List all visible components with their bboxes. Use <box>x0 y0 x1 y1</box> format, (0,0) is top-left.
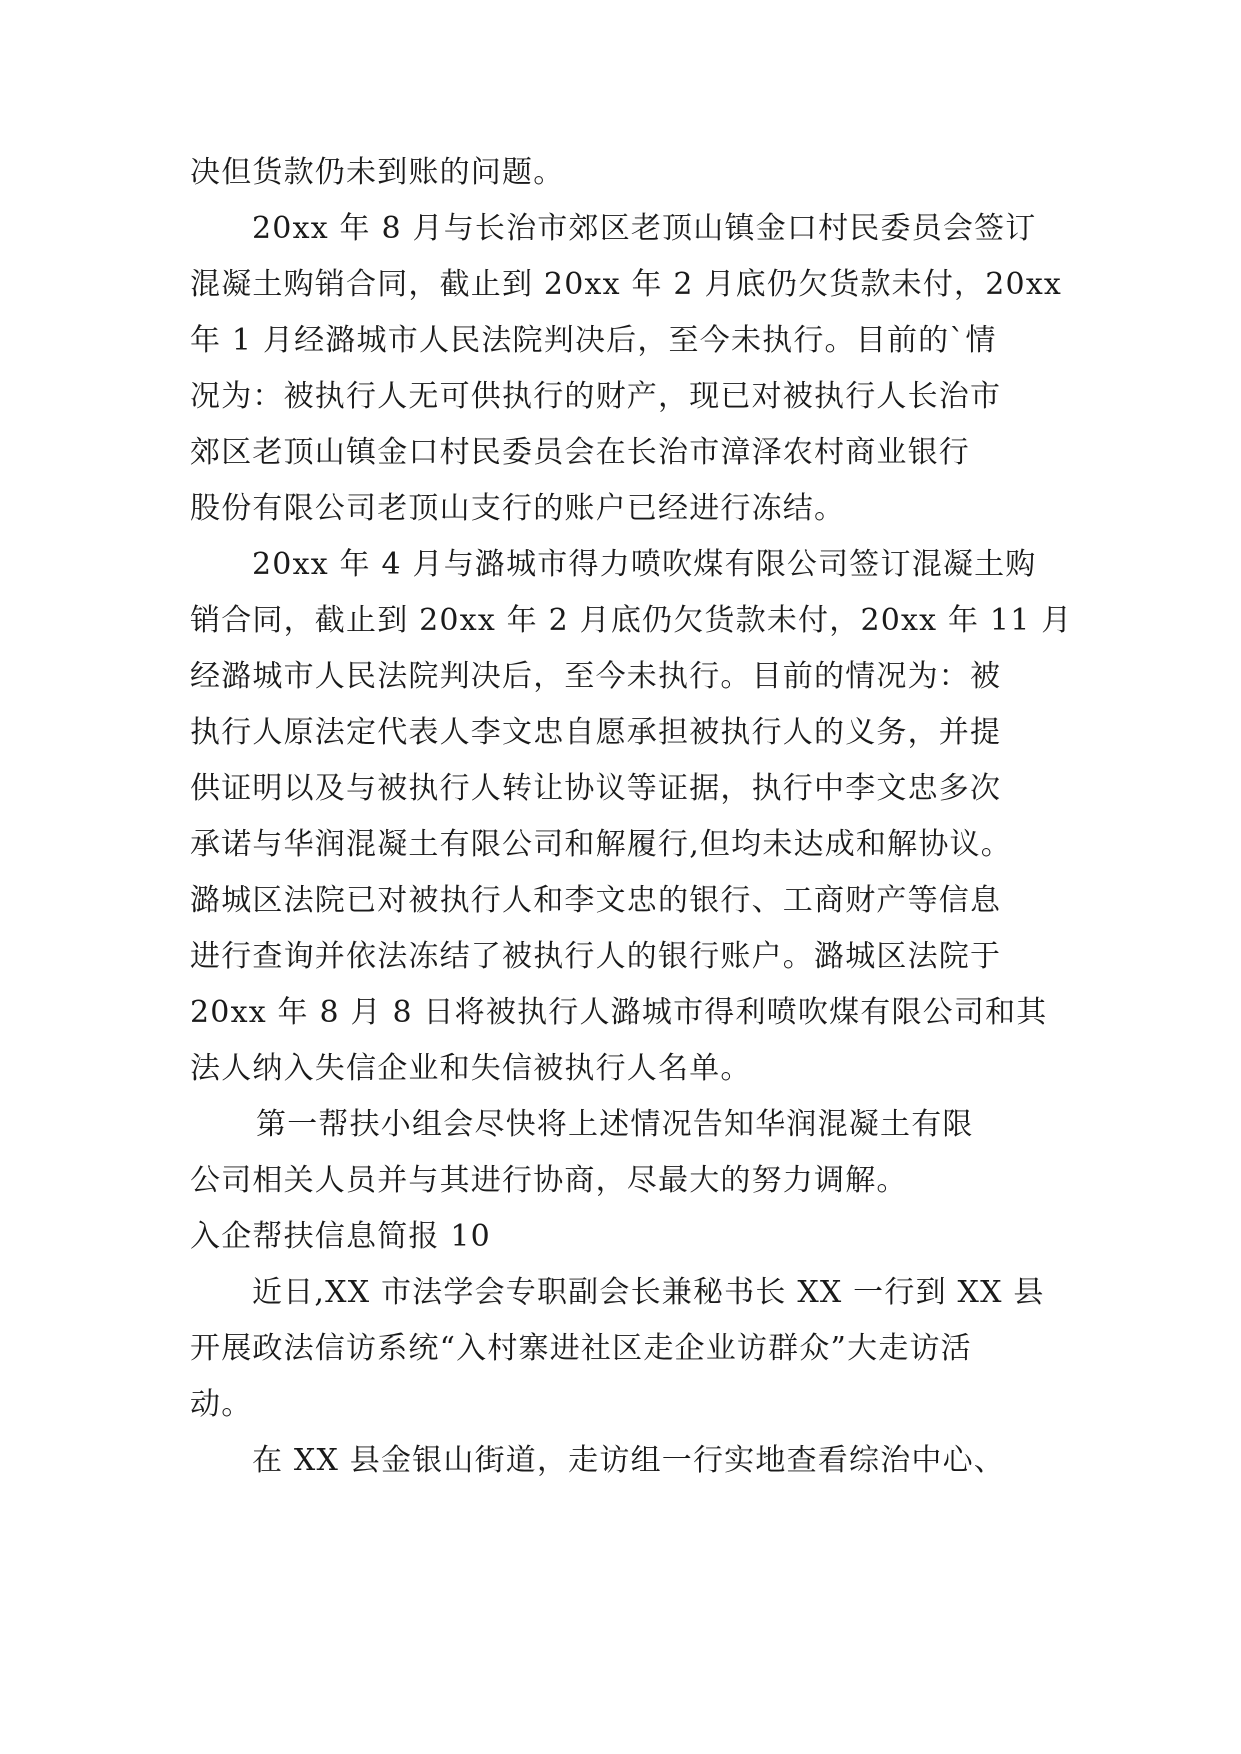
text-line: 况为：被执行人无可供执行的财产，现已对被执行人长治市 <box>190 379 1002 414</box>
text-line: 混凝土购销合同，截止到 20xx 年 2 月底仍欠货款未付，20xx <box>190 267 1063 302</box>
text-line: 潞城区法院已对被执行人和李文忠的银行、工商财产等信息 <box>190 883 1002 918</box>
paragraph-first-line: 20xx 年 4 月与潞城市得力喷吹煤有限公司签订混凝土购 <box>252 547 1037 582</box>
document-page <box>190 152 1073 1496</box>
text-line: 年 1 月经潞城市人民法院判决后，至今未执行。目前的`情 <box>190 323 997 358</box>
paragraph-first-line: 第一帮扶小组会尽快将上述情况告知华润混凝土有限 <box>256 1107 974 1142</box>
text-line: 承诺与华润混凝土有限公司和解履行,但均未达成和解协议。 <box>190 827 1012 862</box>
text-line: 执行人原法定代表人李文忠自愿承担被执行人的义务，并提 <box>190 715 1002 750</box>
text-line: 20xx 年 8 月 8 日将被执行人潞城市得利喷吹煤有限公司和其 <box>190 995 1048 1030</box>
text-line: 进行查询并依法冻结了被执行人的银行账户。潞城区法院于 <box>190 939 1002 974</box>
paragraph-first-line: 在 XX 县金银山街道，走访组一行实地查看综治中心、 <box>252 1443 1005 1478</box>
paragraph-first-line: 近日,XX 市法学会专职副会长兼秘书长 XX 一行到 XX 县 <box>252 1275 1045 1310</box>
text-line: 公司相关人员并与其进行协商，尽最大的努力调解。 <box>190 1163 908 1198</box>
text-line: 股份有限公司老顶山支行的账户已经进行冻结。 <box>190 491 846 526</box>
section-heading: 入企帮扶信息简报 10 <box>190 1219 491 1254</box>
text-line: 郊区老顶山镇金口村民委员会在长治市漳泽农村商业银行 <box>190 435 970 470</box>
text-line: 动。 <box>190 1387 253 1422</box>
paragraph-first-line: 20xx 年 8 月与长治市郊区老顶山镇金口村民委员会签订 <box>252 211 1037 246</box>
text-line: 决但货款仍未到账的问题。 <box>190 155 565 190</box>
text-line: 供证明以及与被执行人转让协议等证据，执行中李文忠多次 <box>190 771 1002 806</box>
text-line: 经潞城市人民法院判决后，至今未执行。目前的情况为：被 <box>190 659 1002 694</box>
text-line: 开展政法信访系统“入村寨进社区走企业访群众”大走访活 <box>190 1331 972 1366</box>
text-line: 销合同，截止到 20xx 年 2 月底仍欠货款未付，20xx 年 11 月 <box>190 603 1073 638</box>
text-line: 法人纳入失信企业和失信被执行人名单。 <box>190 1051 752 1086</box>
